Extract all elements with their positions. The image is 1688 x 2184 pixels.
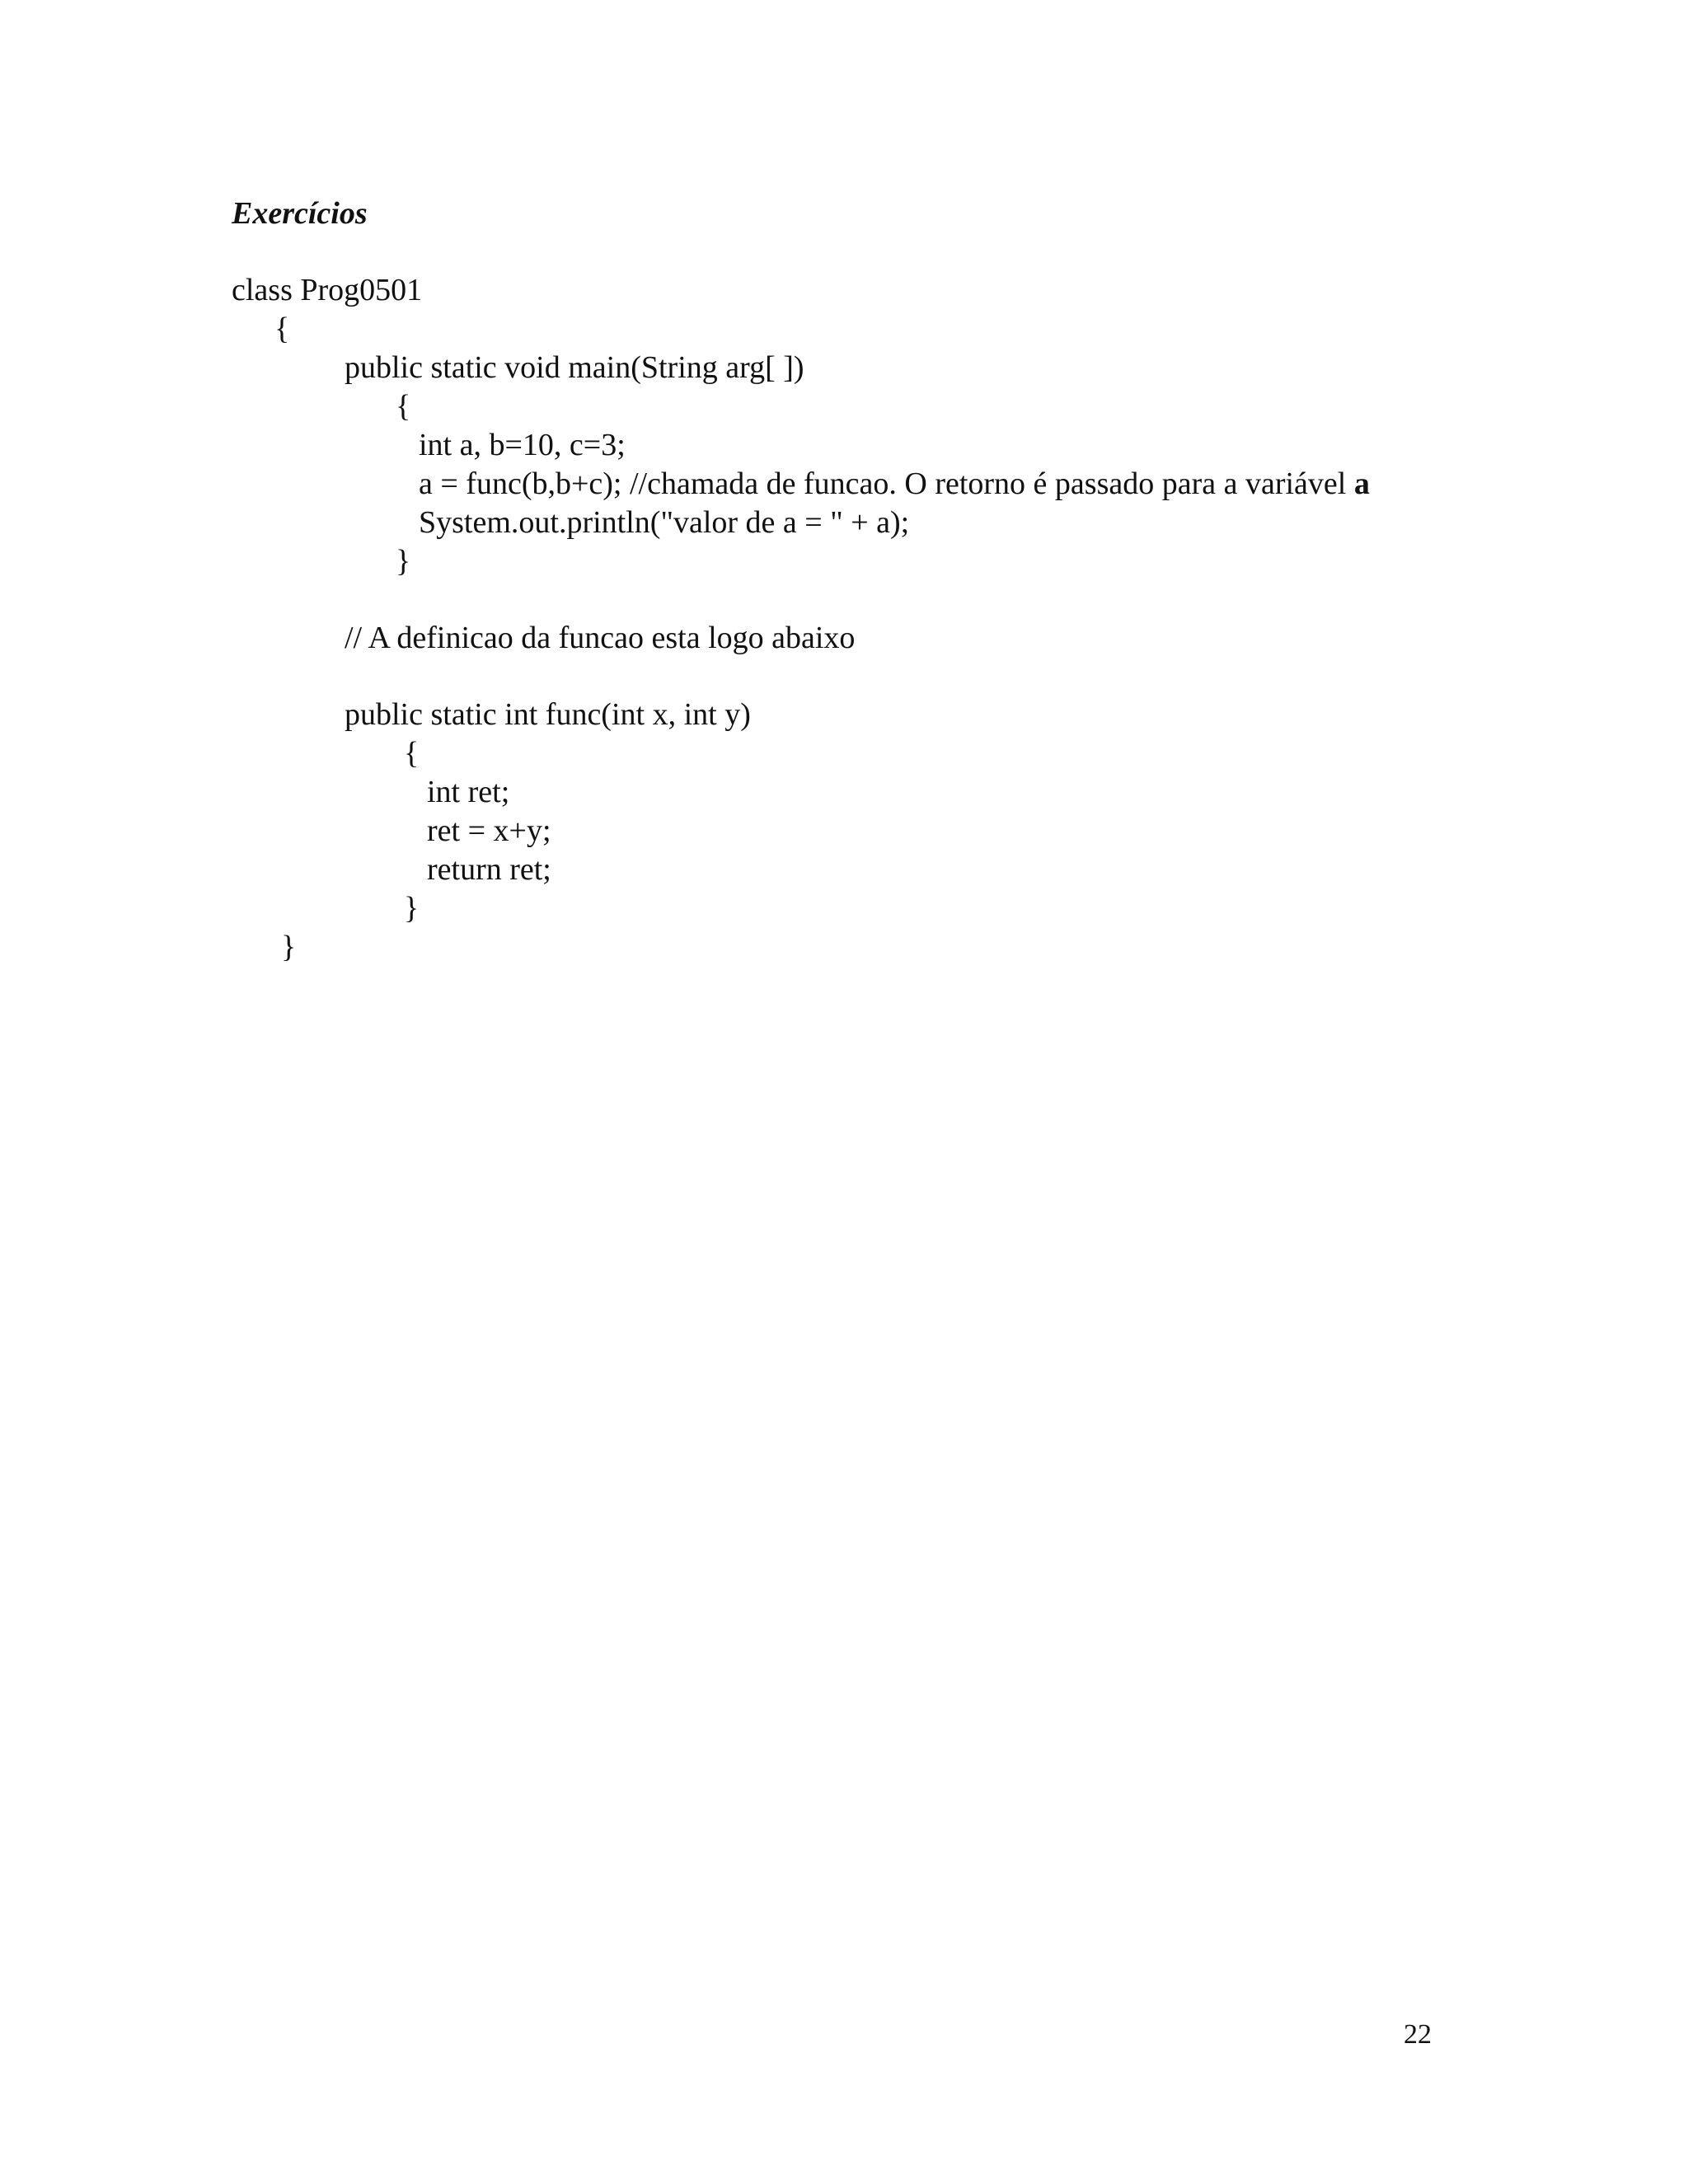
func-open-brace: { bbox=[404, 736, 420, 771]
variable-a-bold: a bbox=[1353, 466, 1370, 501]
func-close-brace: } bbox=[404, 891, 420, 926]
func-code-line-1: int ret; bbox=[427, 775, 510, 809]
class-open-brace: { bbox=[274, 312, 290, 346]
main-code-line-2 bbox=[419, 468, 1370, 499]
section-heading: Exercícios bbox=[232, 196, 368, 231]
func-signature: public static int func(int x, int y) bbox=[345, 697, 751, 732]
main-code-line-3: System.out.println("valor de a = " + a); bbox=[419, 505, 910, 540]
definition-comment: // A definicao da funcao esta logo abaixo bbox=[345, 621, 856, 655]
func-code-line-3: return ret; bbox=[427, 852, 551, 887]
main-signature: public static void main(String arg[ ]) bbox=[345, 350, 804, 385]
main-close-brace: } bbox=[396, 544, 411, 579]
main-code-line-1: int a, b=10, c=3; bbox=[419, 428, 626, 462]
page-number: 22 bbox=[1404, 2019, 1432, 2050]
main-open-brace: { bbox=[396, 389, 411, 424]
class-close-brace: } bbox=[281, 930, 297, 964]
main-code-line-2-text: a = func(b,b+c); //chamada de funcao. O retorno é passado para a variável bbox=[419, 466, 1354, 501]
func-code-line-2: ret = x+y; bbox=[427, 813, 551, 848]
class-declaration: class Prog0501 bbox=[232, 273, 423, 307]
